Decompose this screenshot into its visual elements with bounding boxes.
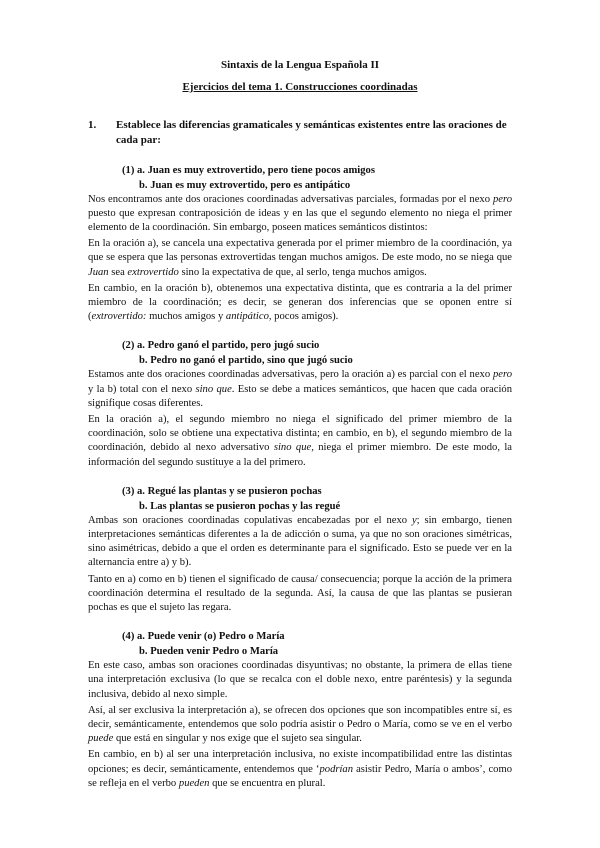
- text-run: Así, al ser exclusiva la interpretación a), se ofrecen dos opciones que son incompatibles entre sí, es decir, semánticamente, entendemos que solo podría asistir o Pedro o María, como se ve en el verbo: [88, 704, 512, 731]
- italic-term: sino que: [195, 383, 232, 395]
- italic-term: y: [411, 514, 417, 526]
- text-run: sea: [108, 266, 128, 278]
- explanation-paragraph: [88, 514, 512, 571]
- text-run: Estamos ante dos oraciones coordinadas adversativas, pero la oración a) es parcial con el nexo: [88, 369, 493, 381]
- text-run: y la b) total con el nexo: [88, 383, 196, 395]
- explanation-paragraph: [88, 704, 512, 747]
- example-sentence-a: (4) a. Puede venir (o) Pedro o María: [122, 631, 285, 643]
- explanation-paragraph: [88, 573, 512, 616]
- explanation-paragraph: [88, 237, 512, 280]
- text-run: En la oración a), el segundo miembro no niega el significado del primer miembro de la coordinación, solo se obtiene una expectativa distinta; en cambio, en b), el segundo miembro de la coordinación, debido al nexo adversativo: [88, 414, 512, 454]
- example-sentence-b: b. Juan es muy extrovertido, pero es antipático: [139, 179, 351, 191]
- document-subtitle: Ejercicios del tema 1. Construcciones coordinadas: [182, 81, 418, 94]
- italic-term: pero: [492, 369, 512, 381]
- example-pair: [88, 163, 512, 193]
- explanation-paragraph: [88, 193, 512, 236]
- text-run: En la oración a), se cancela una expectativa generada por el primer miembro de la coordinación, ya que se espera que las personas extrovertidas tengan muchos amigos. De este modo, no se niega que: [88, 238, 512, 264]
- italic-term: sino que,: [273, 442, 314, 454]
- text-run: En este caso, ambas son oraciones coordinadas disyuntivas; no obstante, la primera de ellas tiene una interpretación exclusiva (lo que se recalca con el doble nexo, entre paréntesis) y la segunda inclusiva, debido al nexo simple.: [88, 660, 512, 700]
- exercise-section-4: [88, 629, 512, 791]
- text-run: ; sin embargo, tienen interpretaciones semánticas diferentes a la de adicción o suma, ya que no son oraciones simétricas, sino asimétricas, debido a que el orden es determinante para el significado. Esto se puede ver en la alternancia entre a) y b).: [88, 514, 513, 569]
- example-sentence-a: (3) a. Regué las plantas y se pusieron pochas: [122, 485, 322, 497]
- example-sentence-b: b. Pueden venir Pedro o María: [139, 646, 279, 658]
- explanation-paragraph: [88, 282, 512, 325]
- explanation-paragraph: [88, 413, 512, 470]
- explanation-paragraph: [88, 748, 512, 791]
- example-sentence-a: (1) a. Juan es muy extrovertido, pero tiene pocos amigos: [122, 164, 375, 176]
- italic-term: Juan: [88, 266, 109, 278]
- italic-term: pero: [492, 193, 512, 205]
- text-run: En cambio, en b) al ser una interpretación inclusiva, no existe incompatibilidad entre las distintas opciones; es decir, semánticamente, entendemos que ‘: [88, 749, 512, 775]
- sections-container: [88, 163, 512, 792]
- text-run: pocos amigos).: [271, 311, 339, 323]
- explanation-paragraph: [88, 659, 512, 702]
- example-pair: [88, 338, 512, 368]
- italic-term: antipático,: [225, 311, 272, 323]
- exercise-section-1: [88, 163, 512, 325]
- example-sentence-a: (2) a. Pedro ganó el partido, pero jugó sucio: [122, 340, 320, 352]
- exercise-question: [88, 118, 512, 147]
- text-run: asistir Pedro, María o ambos’, como se refleja en el verbo: [88, 763, 512, 789]
- italic-term: pueden: [178, 777, 210, 789]
- exercise-section-3: [88, 484, 512, 615]
- text-run: puesto que expresan contraposición de ideas y en las que el segundo elemento no niega el primer elemento de la coordinación. Sin embargo, poseen matices semánticos distintos:: [88, 207, 512, 233]
- italic-term: puede: [88, 733, 114, 745]
- text-run: Tanto en a) como en b) tienen el significado de causa/ consecuencia; porque la acción de la primera coordinación determina el resultado de la segunda. Así, la causa de que las plantas se pusieran pochas es que el sujeto las regara.: [88, 573, 512, 614]
- question-number: 1.: [88, 119, 97, 132]
- text-run: Nos encontramos ante dos oraciones coordinadas adversativas parciales, formadas por el nexo: [88, 193, 493, 205]
- italic-term: extrovertido:: [91, 311, 147, 323]
- italic-term: extrovertido: [127, 266, 179, 278]
- text-run: sino la expectativa de que, al serlo, tenga muchos amigos.: [178, 266, 427, 278]
- example-sentence-b: b. Pedro no ganó el partido, sino que jugó sucio: [139, 355, 353, 367]
- text-run: niega el primer miembro. De este modo, la información del segundo sustituye a la del primero.: [88, 442, 513, 468]
- text-run: En cambio, en la oración b), obtenemos una expectativa distinta, que es contraria a la del primer miembro de la coordinación; es decir, se generan dos inferencias que se oponen entre sí (: [88, 282, 512, 323]
- text-run: que está en singular y nos exige que el sujeto sea singular.: [113, 733, 362, 745]
- document-title: Sintaxis de la Lengua Española II: [220, 59, 380, 71]
- exercise-section-2: [88, 338, 512, 469]
- text-run: . Esto se debe a matices semánticos, que hacen que cada oración signifique cosas diferentes.: [88, 383, 513, 409]
- text-run: que se encuentra en plural.: [209, 777, 326, 789]
- explanation-paragraph: [88, 368, 512, 411]
- text-run: muchos amigos y: [146, 311, 226, 323]
- example-pair: [88, 629, 512, 659]
- question-text: Establece las diferencias gramaticales y semánticas existentes entre las oraciones de cada par:: [116, 119, 507, 146]
- example-sentence-b: b. Las plantas se pusieron pochas y las regué: [139, 500, 341, 512]
- example-pair: [88, 484, 512, 514]
- text-run: Ambas son oraciones coordinadas copulativas encabezadas por el nexo: [88, 514, 412, 526]
- italic-term: podrían: [319, 763, 354, 775]
